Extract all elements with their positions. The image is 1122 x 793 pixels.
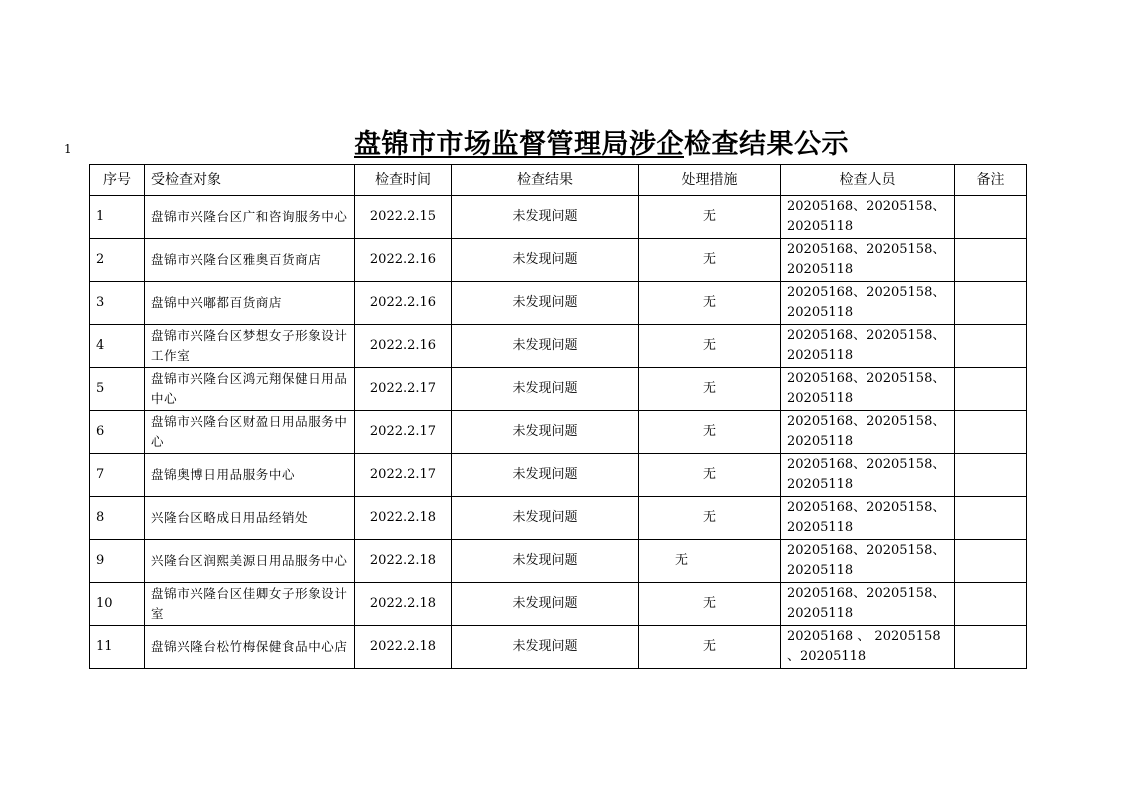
table-row: [90, 540, 1027, 583]
cell-time: 2022.2.16: [355, 282, 452, 325]
cell-index: 11: [90, 626, 145, 669]
page-title-underlined: 盘锦市市场监督管理局涉企: [354, 129, 684, 160]
cell-time: 2022.2.17: [355, 368, 452, 411]
cell-result: 未发现问题: [452, 411, 639, 454]
header-inspectors: 检查人员: [781, 165, 955, 196]
table-row: [90, 497, 1027, 540]
table-row: [90, 325, 1027, 368]
cell-inspectors: 20205168、20205158、20205118: [781, 583, 955, 626]
header-object: 受检查对象: [145, 165, 355, 196]
cell-remarks: [955, 583, 1027, 626]
cell-result: 未发现问题: [452, 540, 639, 583]
cell-index: 1: [90, 196, 145, 239]
table-row: [90, 196, 1027, 239]
cell-index: 2: [90, 239, 145, 282]
cell-inspectors: 20205168、20205158、20205118: [781, 239, 955, 282]
cell-remarks: [955, 239, 1027, 282]
cell-object: 盘锦中兴嘟都百货商店: [145, 282, 355, 325]
header-measure: 处理措施: [639, 165, 781, 196]
cell-object: 兴隆台区略成日用品经销处: [145, 497, 355, 540]
table-row: [90, 583, 1027, 626]
cell-time: 2022.2.17: [355, 411, 452, 454]
cell-index: 8: [90, 497, 145, 540]
cell-result: 未发现问题: [452, 368, 639, 411]
cell-index: 4: [90, 325, 145, 368]
cell-remarks: [955, 497, 1027, 540]
cell-remarks: [955, 325, 1027, 368]
cell-index: 3: [90, 282, 145, 325]
cell-object: 兴隆台区润熙美源日用品服务中心: [145, 540, 355, 583]
cell-measure: 无: [639, 626, 781, 669]
cell-index: 7: [90, 454, 145, 497]
cell-measure: 无: [639, 282, 781, 325]
cell-time: 2022.2.16: [355, 325, 452, 368]
cell-remarks: [955, 368, 1027, 411]
cell-time: 2022.2.17: [355, 454, 452, 497]
table-row: [90, 282, 1027, 325]
cell-inspectors: 20205168、20205158、20205118: [781, 368, 955, 411]
cell-object: 盘锦奥博日用品服务中心: [145, 454, 355, 497]
cell-result: 未发现问题: [452, 626, 639, 669]
cell-inspectors: 20205168、20205158、20205118: [781, 454, 955, 497]
header-time: 检查时间: [355, 165, 452, 196]
cell-measure: 无: [639, 583, 781, 626]
cell-inspectors: 20205168、20205158、20205118: [781, 325, 955, 368]
cell-remarks: [955, 454, 1027, 497]
cell-measure: 无: [639, 411, 781, 454]
cell-object: 盘锦市兴隆台区财盈日用品服务中心: [145, 411, 355, 454]
cell-index: 6: [90, 411, 145, 454]
page-number: 1: [64, 142, 72, 156]
table-header-row: [90, 165, 1027, 196]
cell-remarks: [955, 411, 1027, 454]
cell-result: 未发现问题: [452, 454, 639, 497]
cell-inspectors: 20205168 、 20205158 、20205118: [781, 626, 955, 669]
cell-result: 未发现问题: [452, 325, 639, 368]
cell-result: 未发现问题: [452, 196, 639, 239]
cell-measure: 无: [639, 325, 781, 368]
cell-inspectors: 20205168、20205158、20205118: [781, 196, 955, 239]
header-index: 序号: [90, 165, 145, 196]
header-result: 检查结果: [452, 165, 639, 196]
cell-object: 盘锦兴隆台松竹梅保健食品中心店: [145, 626, 355, 669]
cell-remarks: [955, 196, 1027, 239]
cell-index: 5: [90, 368, 145, 411]
table-row: [90, 239, 1027, 282]
cell-object: 盘锦市兴隆台区佳卿女子形象设计室: [145, 583, 355, 626]
table-row: [90, 411, 1027, 454]
cell-time: 2022.2.18: [355, 497, 452, 540]
cell-index: 9: [90, 540, 145, 583]
cell-result: 未发现问题: [452, 497, 639, 540]
cell-time: 2022.2.18: [355, 583, 452, 626]
cell-index: 10: [90, 583, 145, 626]
page-title: [354, 122, 849, 161]
cell-object: 盘锦市兴隆台区鸿元翔保健日用品中心: [145, 368, 355, 411]
cell-measure: 无: [639, 239, 781, 282]
cell-measure: 无: [639, 540, 781, 583]
cell-result: 未发现问题: [452, 282, 639, 325]
cell-time: 2022.2.18: [355, 540, 452, 583]
cell-remarks: [955, 540, 1027, 583]
cell-object: 盘锦市兴隆台区广和咨询服务中心: [145, 196, 355, 239]
cell-time: 2022.2.18: [355, 626, 452, 669]
cell-remarks: [955, 626, 1027, 669]
table-row: [90, 626, 1027, 669]
cell-result: 未发现问题: [452, 583, 639, 626]
cell-measure: 无: [639, 497, 781, 540]
cell-inspectors: 20205168、20205158、20205118: [781, 411, 955, 454]
cell-time: 2022.2.16: [355, 239, 452, 282]
cell-result: 未发现问题: [452, 239, 639, 282]
table-row: [90, 454, 1027, 497]
page-title-rest: 检查结果公示: [684, 129, 849, 160]
cell-inspectors: 20205168、20205158、20205118: [781, 282, 955, 325]
inspection-results-table: [89, 164, 1027, 669]
cell-remarks: [955, 282, 1027, 325]
header-remarks: 备注: [955, 165, 1027, 196]
cell-inspectors: 20205168、20205158、20205118: [781, 497, 955, 540]
cell-inspectors: 20205168、20205158、20205118: [781, 540, 955, 583]
cell-measure: 无: [639, 454, 781, 497]
cell-time: 2022.2.15: [355, 196, 452, 239]
cell-measure: 无: [639, 196, 781, 239]
cell-object: 盘锦市兴隆台区梦想女子形象设计工作室: [145, 325, 355, 368]
cell-measure: 无: [639, 368, 781, 411]
cell-object: 盘锦市兴隆台区雅奥百货商店: [145, 239, 355, 282]
table-row: [90, 368, 1027, 411]
